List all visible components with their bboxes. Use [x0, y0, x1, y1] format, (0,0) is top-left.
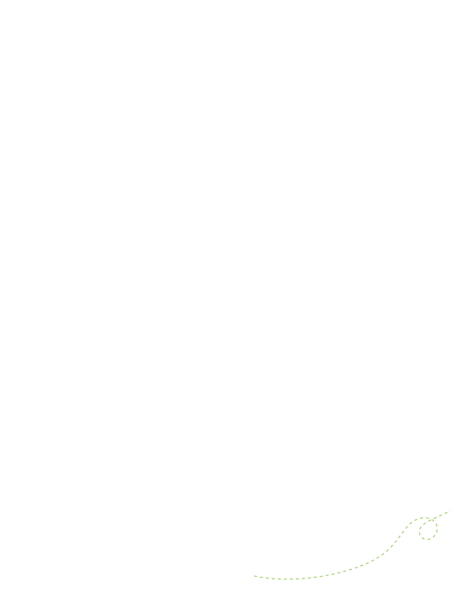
decorative-swirl: [252, 506, 452, 586]
